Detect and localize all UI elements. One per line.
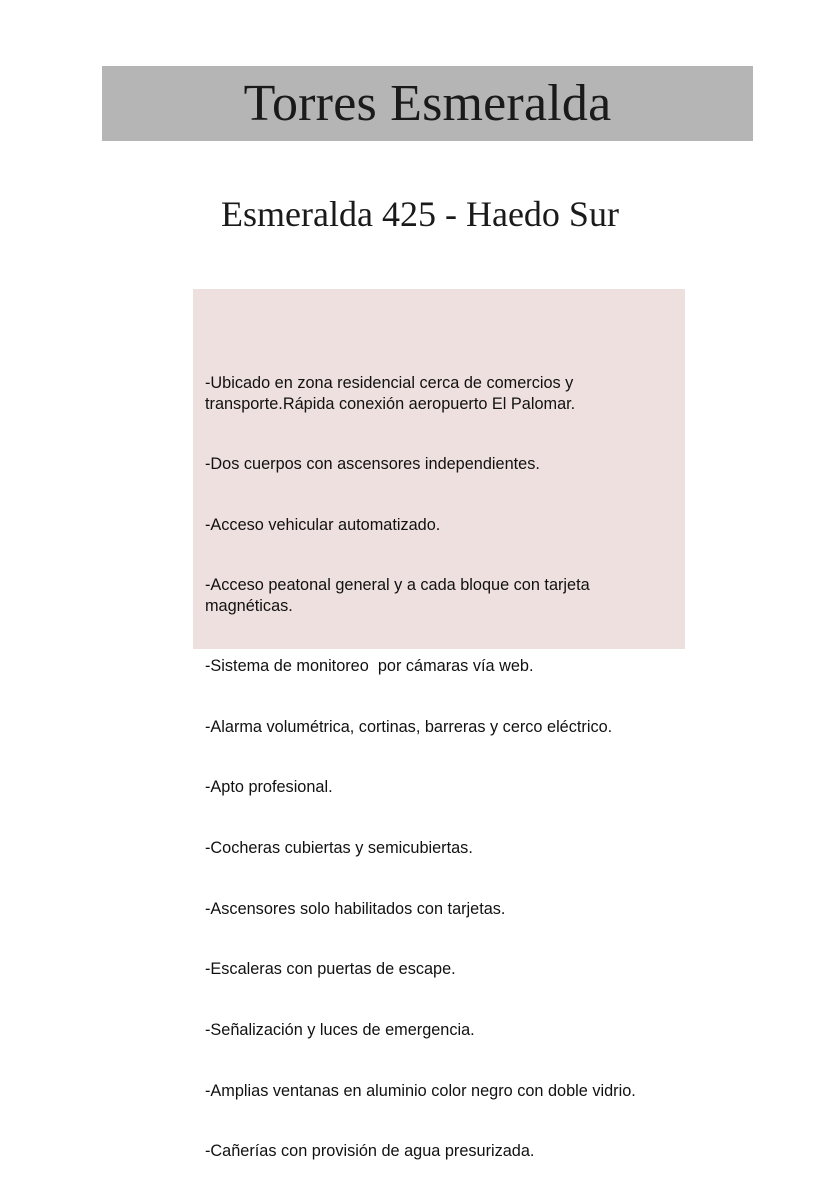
feature-item: -Alarma volumétrica, cortinas, barreras y cerco eléctrico. [205, 717, 613, 736]
document-title: Torres Esmeralda [243, 74, 612, 132]
feature-item: -Ubicado en zona residencial cerca de comercios y transporte.Rápida conexión aeropuerto El Palomar. [205, 374, 578, 413]
feature-item: -Amplias ventanas en aluminio color negro con doble vidrio. [205, 1081, 636, 1100]
feature-item: -Señalización y luces de emergencia. [205, 1020, 475, 1039]
feature-item: -Acceso peatonal general y a cada bloque con tarjeta magnéticas. [205, 576, 595, 615]
feature-item: -Cocheras cubiertas y semicubiertas. [205, 839, 473, 858]
feature-item: -Dos cuerpos con ascensores independientes. [205, 455, 540, 474]
feature-item: -Ascensores solo habilitados con tarjetas. [205, 899, 506, 918]
feature-item: -Cañerías con provisión de agua presurizada. [205, 1142, 535, 1161]
feature-item: -Escaleras con puertas de escape. [205, 960, 456, 979]
feature-item: -Acceso vehicular automatizado. [205, 515, 441, 534]
feature-item: -Sistema de monitoreo por cámaras vía web. [205, 657, 534, 676]
address-heading: Esmeralda 425 - Haedo Sur [221, 194, 619, 234]
features-list [205, 333, 679, 1202]
title-banner [102, 66, 753, 141]
feature-item: -Apto profesional. [205, 778, 333, 797]
features-box [193, 289, 685, 1161]
